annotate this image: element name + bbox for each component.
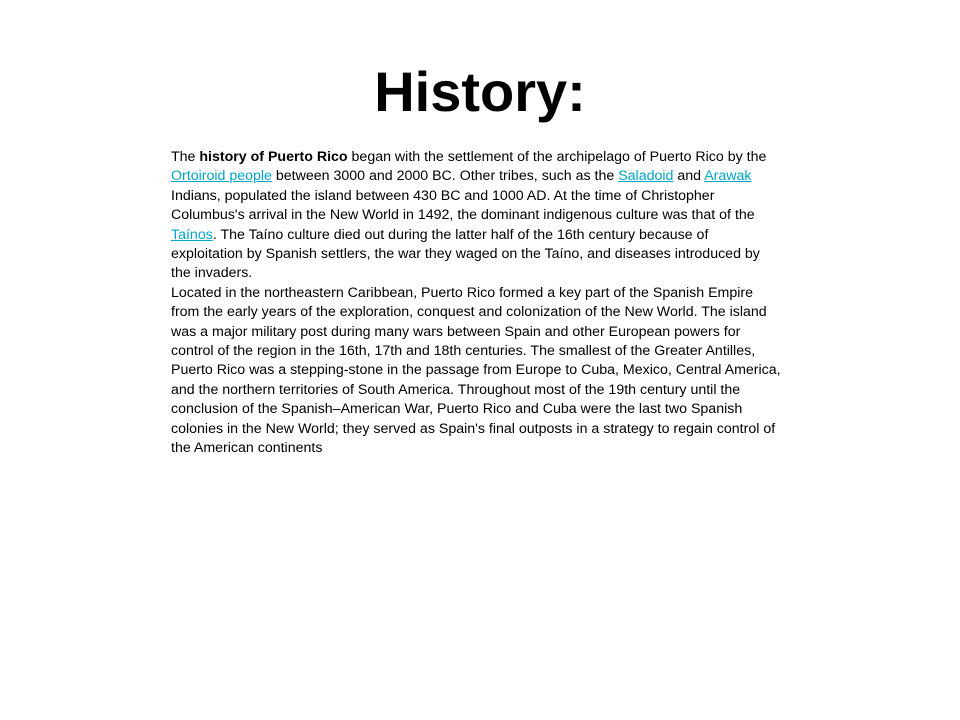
link-tainos[interactable]: Taínos [171,226,213,243]
history-paragraph-1 [171,148,781,284]
bold-term-history-of-puerto-rico: history of Puerto Rico [199,149,348,165]
paragraph-text: between 3000 and 2000 BC. Other tribes, such as the [271,168,619,185]
paragraph-text: and [673,168,705,185]
history-paragraph-2: Located in the northeastern Caribbean, Puerto Rico formed a key part of the Spanish Empire from the early years of the exploration, conquest and colonization of the New World. The island was a major military post during many wars between Spain and other European powers for control of the region in the 16th, 17th and 18th centuries. The smallest of the Greater Antilles, Puerto Rico was a stepping-stone in the passage from Europe to Cuba, Mexico, Central America, and the northern territories of South America. Throughout most of the 19th century until the conclusion of the Spanish–American War, Puerto Rico and Cuba were the last two Spanish colonies in the New World; they served as Spain's final outposts in a strategy to regain control of the American continents [171,284,781,457]
paragraph-text: began with the settlement of the archipelago of Puerto Rico by the [347,149,767,165]
paragraph-text: The [171,149,200,165]
link-arawak[interactable]: Arawak [704,168,752,185]
paragraph-text: Indians, populated the island between 430 BC and 1000 AD. At the time of Christopher Columbus's arrival in the New World in 1492, the dominant indigenous culture was that of the [171,187,755,224]
link-saladoid[interactable]: Saladoid [618,168,674,185]
link-ortoiroid-people[interactable]: Ortoiroid people [171,168,272,185]
slide-body [171,148,781,459]
slide-title: History: [374,60,586,123]
paragraph-text: . The Taíno culture died out during the latter half of the 16th century because of exploitation by Spanish settlers, the war they waged on the Taíno, and diseases introduced by the invaders. [171,226,760,282]
